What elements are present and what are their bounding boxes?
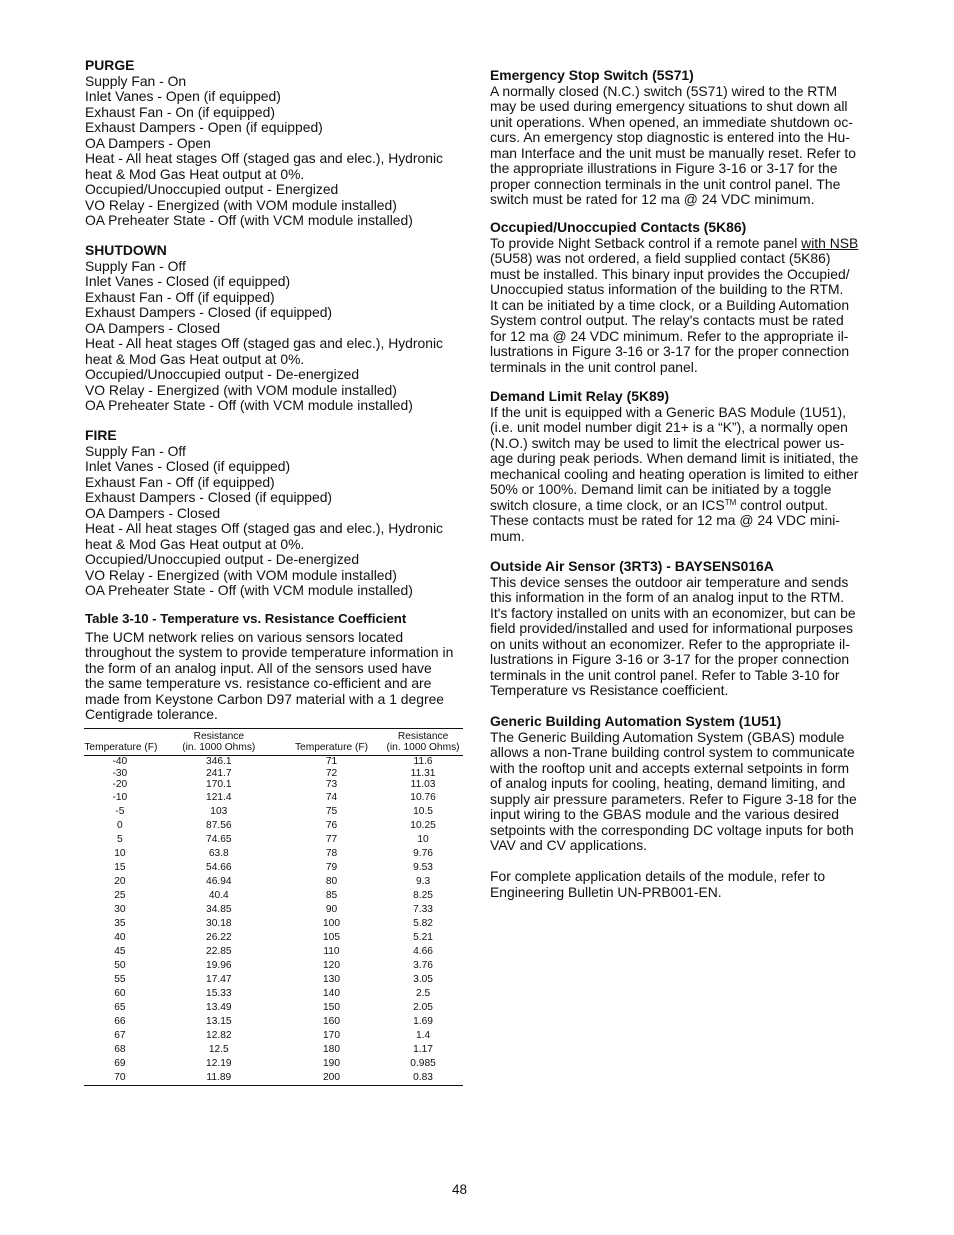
table-cell: 72 bbox=[325, 767, 338, 779]
shutdown-section bbox=[85, 243, 465, 414]
text-line: curs. An emergency stop diagnostic is entered into the Hu- bbox=[490, 129, 850, 145]
table-cell: 3.76 bbox=[413, 960, 433, 971]
table-cell: 30 bbox=[114, 904, 126, 915]
demand-heading: Demand Limit Relay (5K89) bbox=[490, 388, 670, 404]
demand-section bbox=[490, 389, 875, 544]
table-cell: 346.1 bbox=[206, 756, 232, 768]
demand-lines-after bbox=[490, 513, 875, 544]
text-line: must be installed. This binary input provides the Occupied/ bbox=[490, 265, 850, 282]
table-cell: 105 bbox=[322, 932, 340, 943]
table-cell: 9.76 bbox=[413, 848, 433, 859]
table-body bbox=[84, 756, 463, 1086]
table-cell: 35 bbox=[114, 918, 126, 929]
text-line: lustrations in Figure 3-16 or 3-17 for the proper connection bbox=[490, 343, 850, 359]
table-cell: -40 bbox=[112, 756, 128, 768]
table-cell: 5.82 bbox=[413, 918, 433, 929]
table-cell: 70 bbox=[114, 1072, 126, 1083]
text-line: the same temperature vs. resistance co-efficient and are bbox=[85, 675, 432, 691]
text-line: input wiring to the GBAS module and the various desired bbox=[490, 806, 840, 822]
text-line: Exhaust Dampers - Open (if equipped) bbox=[85, 119, 323, 135]
outside-air-heading: Outside Air Sensor (3RT3) - BAYSENS016A bbox=[490, 558, 774, 574]
demand-lines-before bbox=[490, 405, 875, 498]
table-cell: 170 bbox=[322, 1030, 340, 1041]
text-line: VO Relay - Energized (with VOM module installed) bbox=[85, 566, 397, 583]
table-cell: 8.25 bbox=[413, 890, 433, 901]
text-line: OA Preheater State - Off (with VCM module installed) bbox=[85, 582, 413, 598]
table-cell: 11.89 bbox=[206, 1072, 232, 1083]
table-cell: 15.33 bbox=[206, 988, 232, 999]
outside-air-lines bbox=[490, 575, 875, 699]
table-cell: 67 bbox=[114, 1030, 126, 1041]
table-cell: 11.31 bbox=[410, 767, 436, 779]
gbas-section bbox=[490, 714, 875, 900]
table-cell: 87.56 bbox=[206, 820, 232, 831]
text-line: Occupied/Unoccupied output - De-energized bbox=[85, 366, 360, 382]
table-cell: 17.47 bbox=[206, 974, 232, 985]
text-line: The UCM network relies on various sensors located bbox=[85, 628, 404, 645]
text-line: Temperature vs Resistance coefficient. bbox=[490, 682, 729, 698]
text-line: setpoints with the corresponding DC voltage inputs for both bbox=[490, 821, 854, 838]
text-line: heat & Mod Gas Heat output at 0%. bbox=[85, 350, 305, 367]
purge-section bbox=[85, 58, 465, 229]
table-cell: 2.05 bbox=[413, 1002, 433, 1013]
text-line: of analog inputs for cooling, heating, demand limiting, and bbox=[490, 775, 846, 791]
table-cell: 0.985 bbox=[410, 1058, 436, 1069]
occupied-nsb-text: with NSB bbox=[801, 234, 859, 251]
text-line: System control output. The relay's contacts must be rated bbox=[490, 312, 844, 328]
text-line: OA Preheater State - Off (with VCM module installed) bbox=[85, 397, 413, 413]
table-cell: 13.49 bbox=[206, 1002, 232, 1013]
text-line: heat & Mod Gas Heat output at 0%. bbox=[85, 165, 305, 182]
text-line: This device senses the outdoor air temperature and sends bbox=[490, 573, 849, 590]
table-cell: 30.18 bbox=[206, 918, 232, 929]
temperature-resistance-table bbox=[84, 728, 463, 1086]
table-row bbox=[84, 959, 463, 973]
header-resistance-2 bbox=[383, 729, 463, 756]
table-cell: 19.96 bbox=[206, 960, 232, 971]
table-cell: 54.66 bbox=[206, 862, 232, 873]
text-line: field provided/installed and used for informational purposes bbox=[490, 620, 853, 636]
header-resistance-2-line1: Resistance bbox=[397, 731, 449, 742]
table-cell: 190 bbox=[322, 1058, 340, 1069]
text-line: terminals in the unit control panel. Refer to Table 3-10 for bbox=[490, 666, 840, 683]
text-line: Inlet Vanes - Closed (if equipped) bbox=[85, 458, 291, 474]
table-cell: 121.4 bbox=[206, 792, 232, 803]
table-cell: 241.7 bbox=[206, 767, 232, 779]
occupied-first-text: To provide Night Setback control if a remote panel bbox=[490, 234, 802, 251]
table-cell: 40 bbox=[114, 932, 126, 943]
table-row bbox=[84, 917, 463, 931]
table-cell: 10 bbox=[417, 834, 429, 845]
table-cell: 12.5 bbox=[208, 1044, 229, 1055]
gbas-complete-lines bbox=[490, 869, 875, 900]
table-row bbox=[84, 1029, 463, 1043]
text-line: Exhaust Fan - On (if equipped) bbox=[85, 103, 275, 120]
table-row bbox=[84, 791, 463, 805]
header-resistance-1 bbox=[158, 729, 280, 756]
table-row bbox=[84, 779, 463, 791]
text-line: Heat - All heat stages Off (staged gas and elec.), Hydronic bbox=[85, 150, 444, 166]
text-line: with the rooftop unit and accepts external setpoints in form bbox=[490, 759, 850, 776]
table-cell: 75 bbox=[325, 806, 338, 817]
text-line: Exhaust Dampers - Closed (if equipped) bbox=[85, 489, 333, 505]
text-line: terminals in the unit control panel. bbox=[490, 358, 698, 375]
table-cell: 150 bbox=[322, 1002, 340, 1013]
purge-heading: PURGE bbox=[85, 57, 135, 73]
text-line: Occupied/Unoccupied output - De-energized bbox=[85, 551, 360, 567]
text-line: (N.O.) switch may be used to limit the electrical power us- bbox=[490, 434, 845, 451]
demand-ics-text-a: switch closure, a time clock, or an ICS bbox=[490, 496, 725, 513]
table-row bbox=[84, 805, 463, 819]
text-line: allows a non-Trane building control system to communicate bbox=[490, 744, 855, 760]
table-cell: 3.05 bbox=[413, 974, 433, 985]
text-line: Occupied/Unoccupied output - Energized bbox=[85, 181, 339, 197]
text-line: (5U58) was not ordered, a field supplied contact (5K86) bbox=[490, 250, 831, 266]
shutdown-lines bbox=[85, 259, 465, 414]
table-cell: 180 bbox=[322, 1044, 340, 1055]
table-cell: 10 bbox=[114, 848, 126, 859]
table-cell: 71 bbox=[325, 756, 338, 768]
text-line: Exhaust Dampers - Closed (if equipped) bbox=[85, 304, 333, 320]
text-line: Engineering Bulletin UN-PRB001-EN. bbox=[490, 883, 722, 900]
header-temperature-2: Temperature (F) bbox=[280, 729, 383, 756]
table-cell: -10 bbox=[112, 792, 128, 803]
occupied-lines bbox=[490, 251, 875, 375]
demand-ics-text-b: control output. bbox=[736, 496, 829, 513]
table-cell: 9.3 bbox=[415, 876, 431, 887]
text-line: VO Relay - Energized (with VOM module installed) bbox=[85, 196, 397, 213]
table-cell: 15 bbox=[114, 862, 126, 873]
table-cell: 12.82 bbox=[206, 1030, 232, 1041]
table-cell: 40.4 bbox=[208, 890, 229, 901]
outside-air-section bbox=[490, 559, 875, 699]
emergency-section bbox=[490, 68, 875, 208]
table-cell: 73 bbox=[325, 779, 338, 791]
text-line: on units without an economizer. Refer to the appropriate il- bbox=[490, 635, 850, 652]
table-cell: 130 bbox=[322, 974, 340, 985]
text-line: If the unit is equipped with a Generic BAS Module (1U51), bbox=[490, 403, 846, 420]
table-cell: 80 bbox=[325, 876, 338, 887]
table-row bbox=[84, 833, 463, 847]
table-cell: 25 bbox=[114, 890, 126, 901]
purge-lines bbox=[85, 74, 465, 229]
emergency-lines bbox=[490, 84, 875, 208]
table-cell: 46.94 bbox=[206, 876, 232, 887]
table-title: Table 3-10 - Temperature vs. Resistance Coefficient bbox=[85, 611, 407, 626]
table-row bbox=[84, 1043, 463, 1057]
text-line: throughout the system to provide temperature information in bbox=[85, 644, 454, 660]
table-cell: 10.5 bbox=[413, 806, 433, 817]
table-row bbox=[84, 973, 463, 987]
table-cell: 160 bbox=[322, 1016, 340, 1027]
shutdown-heading: SHUTDOWN bbox=[85, 242, 167, 258]
table-cell: 50 bbox=[114, 960, 126, 971]
table-row bbox=[84, 819, 463, 833]
table-cell: 12.19 bbox=[206, 1058, 232, 1069]
text-line: Heat - All heat stages Off (staged gas and elec.), Hydronic bbox=[85, 520, 444, 536]
table-row bbox=[84, 768, 463, 780]
table-cell: 85 bbox=[325, 890, 338, 901]
table-cell: 45 bbox=[114, 946, 126, 957]
text-line: (i.e. unit model number digit 21+ is a “K”), a normally open bbox=[490, 419, 848, 435]
text-line: Exhaust Fan - Off (if equipped) bbox=[85, 473, 275, 490]
trademark-sup: TM bbox=[724, 497, 737, 507]
page-number: 48 bbox=[452, 1182, 468, 1197]
table-cell: 77 bbox=[325, 834, 338, 845]
table-row bbox=[84, 1071, 463, 1086]
header-temperature-1: Temperature (F) bbox=[84, 729, 158, 756]
table-row bbox=[84, 861, 463, 875]
table-cell: 22.85 bbox=[206, 946, 232, 957]
text-line: Heat - All heat stages Off (staged gas and elec.), Hydronic bbox=[85, 335, 444, 351]
text-line: the appropriate illustrations in Figure 3-16 or 3-17 for the bbox=[490, 160, 838, 176]
table-row bbox=[84, 1015, 463, 1029]
text-line: OA Preheater State - Off (with VCM module installed) bbox=[85, 212, 413, 228]
text-line: may be used during emergency situations to shut down all bbox=[490, 98, 848, 114]
table-row bbox=[84, 931, 463, 945]
text-line: Supply Fan - Off bbox=[85, 257, 186, 274]
text-line: unit operations. When opened, an immediate shutdown oc- bbox=[490, 113, 853, 130]
text-line: mechanical cooling and heating operation is limited to either bbox=[490, 465, 859, 482]
text-line: for 12 ma @ 24 VDC minimum. Refer to the appropriate il- bbox=[490, 327, 849, 344]
table-cell: 20 bbox=[114, 876, 126, 887]
text-line: It can be initiated by a time clock, or a Building Automation bbox=[490, 296, 850, 313]
text-line: mum. bbox=[490, 527, 525, 544]
table-cell: 66 bbox=[114, 1016, 126, 1027]
table-row bbox=[84, 756, 463, 768]
header-resistance-1-line1: Resistance bbox=[193, 731, 244, 742]
table-row bbox=[84, 875, 463, 889]
fire-lines bbox=[85, 444, 465, 599]
table-cell: -5 bbox=[115, 806, 125, 817]
demand-ics-line bbox=[490, 498, 875, 514]
table-cell: 9.53 bbox=[413, 862, 433, 873]
text-line: Exhaust Fan - Off (if equipped) bbox=[85, 288, 275, 305]
gbas-lines bbox=[490, 730, 875, 854]
text-line: made from Keystone Carbon D97 material with a 1 degree bbox=[85, 690, 445, 707]
table-cell: 7.33 bbox=[413, 904, 433, 915]
table-row bbox=[84, 1001, 463, 1015]
text-line: These contacts must be rated for 12 ma @ 24 VDC mini- bbox=[490, 512, 840, 528]
table-cell: 100 bbox=[322, 918, 340, 929]
table-cell: 120 bbox=[322, 960, 340, 971]
text-line: For complete application details of the module, refer to bbox=[490, 868, 826, 884]
table-row bbox=[84, 945, 463, 959]
table-row bbox=[84, 987, 463, 1001]
text-line: Supply Fan - Off bbox=[85, 442, 186, 459]
text-line: The Generic Building Automation System (GBAS) module bbox=[490, 728, 845, 745]
table-cell: 1.4 bbox=[415, 1030, 431, 1041]
table-cell: 13.15 bbox=[206, 1016, 232, 1027]
text-line: switch must be rated for 12 ma @ 24 VDC minimum. bbox=[490, 191, 815, 207]
table-cell: 90 bbox=[325, 904, 338, 915]
table-cell: 10.25 bbox=[410, 820, 436, 831]
occupied-first-line bbox=[490, 236, 875, 252]
table-cell: 0 bbox=[117, 820, 123, 831]
table-cell: 78 bbox=[325, 848, 338, 859]
text-line: the form of an analog input. All of the sensors used have bbox=[85, 659, 432, 676]
emergency-heading: Emergency Stop Switch (5S71) bbox=[490, 67, 694, 83]
table-cell: 0.83 bbox=[413, 1072, 433, 1083]
text-line: man Interface and the unit must be manually reset. Refer to bbox=[490, 144, 856, 161]
header-resistance-2-line2: (in. 1000 Ohms) bbox=[386, 742, 460, 753]
table-cell: 170.1 bbox=[206, 779, 232, 791]
table-cell: 11.03 bbox=[410, 779, 436, 791]
table-cell: 200 bbox=[322, 1072, 340, 1083]
table-row bbox=[84, 847, 463, 861]
table-cell: 110 bbox=[323, 946, 340, 957]
text-line: OA Dampers - Closed bbox=[85, 504, 221, 521]
table-cell: -20 bbox=[112, 779, 128, 791]
table-cell: 1.17 bbox=[413, 1044, 433, 1055]
text-line: age during peak periods. When demand limit is initiated, the bbox=[490, 450, 859, 466]
table-cell: 76 bbox=[325, 820, 338, 831]
table-cell: 60 bbox=[114, 988, 126, 999]
table-intro-section bbox=[85, 611, 465, 723]
table-row bbox=[84, 903, 463, 917]
text-line: heat & Mod Gas Heat output at 0%. bbox=[85, 535, 305, 552]
table-cell: 63.8 bbox=[208, 848, 229, 859]
table-cell: 5 bbox=[117, 834, 123, 845]
text-line: supply air pressure parameters. Refer to Figure 3-18 for the bbox=[490, 790, 857, 807]
text-line: Unoccupied status information of the building to the RTM. bbox=[490, 281, 844, 297]
table-row bbox=[84, 889, 463, 903]
table-cell: 26.22 bbox=[206, 932, 232, 943]
table-cell: 55 bbox=[114, 974, 126, 985]
text-line: Inlet Vanes - Closed (if equipped) bbox=[85, 273, 291, 289]
table-cell: -30 bbox=[112, 767, 128, 779]
table-cell: 74.65 bbox=[206, 834, 232, 845]
table-cell: 69 bbox=[114, 1058, 126, 1069]
table-cell: 74 bbox=[325, 792, 338, 803]
table-intro-lines bbox=[85, 630, 465, 723]
text-line: VO Relay - Energized (with VOM module installed) bbox=[85, 381, 397, 398]
text-line: A normally closed (N.C.) switch (5S71) wired to the RTM bbox=[490, 82, 838, 99]
table-cell: 34.85 bbox=[206, 904, 232, 915]
text-line: VAV and CV applications. bbox=[490, 837, 648, 853]
table-cell: 4.66 bbox=[413, 946, 433, 957]
text-line: proper connection terminals in the unit control panel. The bbox=[490, 175, 841, 192]
table-cell: 140 bbox=[322, 988, 340, 999]
table-cell: 2.5 bbox=[415, 988, 431, 999]
text-line: OA Dampers - Open bbox=[85, 134, 211, 151]
table-cell: 11.6 bbox=[413, 756, 433, 768]
table-cell: 68 bbox=[114, 1044, 126, 1055]
gbas-heading: Generic Building Automation System (1U51) bbox=[490, 713, 782, 729]
table-cell: 103 bbox=[210, 806, 228, 817]
table-cell: 65 bbox=[114, 1002, 126, 1013]
text-line: Supply Fan - On bbox=[85, 72, 187, 89]
table-row bbox=[84, 1057, 463, 1071]
occupied-heading: Occupied/Unoccupied Contacts (5K86) bbox=[490, 219, 747, 235]
text-line: this information in the form of an analog input to the RTM. bbox=[490, 589, 845, 605]
text-line: Inlet Vanes - Open (if equipped) bbox=[85, 88, 281, 104]
occupied-section bbox=[490, 220, 875, 375]
text-line: lustrations in Figure 3-16 or 3-17 for the proper connection bbox=[490, 651, 850, 667]
header-resistance-1-line2: (in. 1000 Ohms) bbox=[182, 742, 256, 753]
fire-heading: FIRE bbox=[85, 427, 117, 443]
text-line: 50% or 100%. Demand limit can be initiated by a toggle bbox=[490, 481, 832, 497]
fire-section bbox=[85, 428, 465, 599]
text-line: OA Dampers - Closed bbox=[85, 319, 221, 336]
table-cell: 79 bbox=[325, 862, 338, 873]
text-line: Centigrade tolerance. bbox=[85, 706, 218, 722]
text-line: It's factory installed on units with an economizer, but can be bbox=[490, 604, 856, 621]
table-cell: 1.69 bbox=[413, 1016, 433, 1027]
table-header-row bbox=[84, 729, 463, 756]
table-cell: 5.21 bbox=[413, 932, 433, 943]
table-cell: 10.76 bbox=[410, 792, 436, 803]
